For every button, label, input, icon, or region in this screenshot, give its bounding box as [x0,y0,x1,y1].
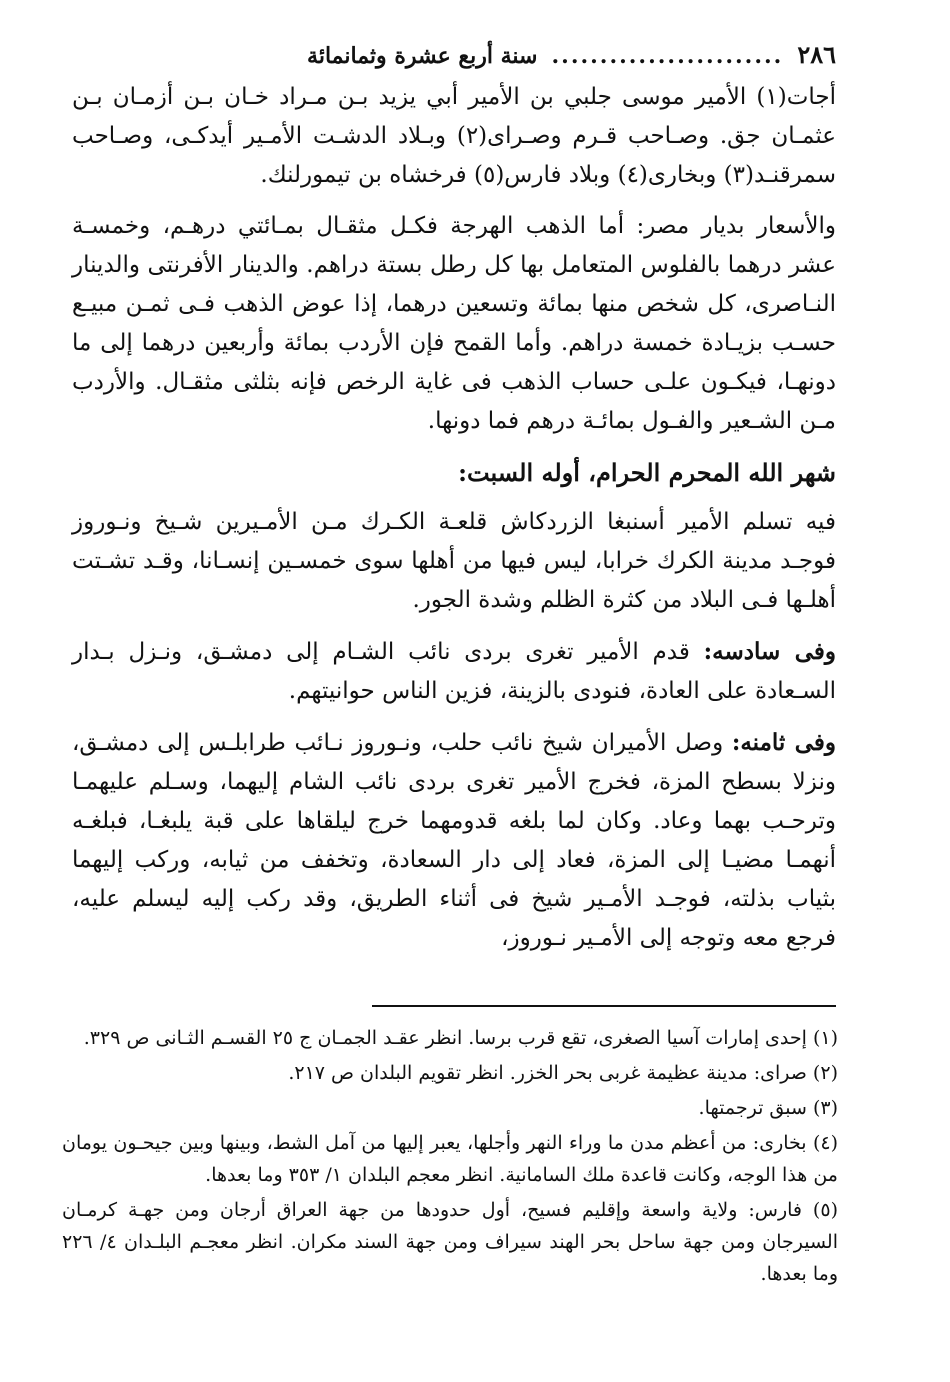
paragraph-prices [72,207,836,441]
paragraph-karak [72,503,836,620]
footnote-1: (١) إحدى إمارات آسيا الصغرى، تقع قرب برسا. انظر عقـد الجمـان ج ٢٥ القسـم الثـانى ص ٣٢٩. [83,1027,838,1049]
footnote-3: (٣) سبق ترجمتها. [698,1097,838,1119]
paragraph-text: وصل الأميران شيخ نائب حلب، ونـوروز نـائب طرابلـس إلى دمشـق، ونزلا بسطح المزة، فخرج الأمير تغرى بردى نائب الشام إليهما، وسـلم عليهمـا وترحـب بهما وعاد. وكان لما بلغه قدومهما خرج ليلقاها على قبة يلبغـا، فبلغـه أنهمـا مضيـا إلى المزة، فعاد إلى دار السعادة، وتخفف من ثيابه، وركب إليهما بثياب بذلته، فوجـد الأمـير شيخ فى أثناء الطريق، وقد ركب إليه ليسلم عليه، فرجع معه وتوجه إلى الأمـير نـوروز، [72,730,836,951]
paragraph-sixth [72,632,836,711]
page-number: ٢٨٦ [797,40,836,69]
footnote-5: (٥) فارس: ولاية واسعة وإقليم فسيح، أول حدودها من جهة العراق أرجان ومن جهـة كرمـان السيرجان ومن جهة ساحل بحر الهند سيراف ومن جهة السند مكران. انظر معجـم البلـدان ٤/ ٢٢٦ وما بعدها. [62,1199,838,1285]
paragraph-text: فيه تسلم الأمير أسنبغا الزردكاش قلعـة الكـرك مـن الأمـيرين شـيخ ونـوروز فوجـد مدينة الكرك خرابا، ليس فيها من أهلها سوى خمسـين إنسـانا، وقـد تشـتت أهلـها فـى البلاد من كثرة الظلم وشدة الجور. [72,509,836,613]
section-heading: شهر الله المحرم الحرام، أوله السبت: [458,458,836,487]
footnote-separator [372,1005,836,1007]
paragraph-text: قدم الأمير تغرى بردى نائب الشـام إلى دمشـق، ونـزل بـدار السـعادة على العادة، فنودى بالزينة، فزين الناس حوانيتهم. [72,639,836,704]
chapter-title: سنة أربع عشرة وثمانمائة [307,43,538,69]
paragraph-eighth [72,723,836,958]
page-body [72,40,836,970]
footnotes [62,1022,838,1293]
header-dots: ........................ [551,43,784,69]
paragraph-lead: وفى ثامنه: [731,729,836,756]
paragraph-rulers [72,78,836,195]
paragraph-lead: وفى سادسه: [703,638,836,665]
running-header [72,40,836,76]
paragraph-text: أجات(١) الأمير موسى جلبي بن الأمير أبي يزيد بـن مـراد خـان بـن أزمـان بـن عثمـان جق. وصـاحب قـرم وصـراى(٢) وبـلاد الدشـت الأمـير أيدكـى، وصـاحب سمرقنـد(٣) وبخارى(٤) وبلاد فارس(٥) فرخشاه بن تيمورلنك. [72,84,836,188]
paragraph-text: والأسعار بديار مصر: أما الذهب الهرجة فكـل مثقـال بمـائتي درهـم، وخمسـة عشر درهما بالفلوس المتعامل بها كل رطل بستة دراهم. والدينار الأفرنتى والدينار النـاصرى، كل شخص منها بمائة وتسعين درهما، إذا عوض الذهب فـى ثمـن مبيـع حسـب بزيـادة خمسة دراهم. وأما القمح فإن الأردب بمائة وأربعين درهما إلى ما دونهـا، فيكـون علـى حساب الذهب فى غاية الرخص فإنه بثلثى مثقـال. والأردب مـن الشـعير والفـول بمائـة درهم فما دونها. [72,213,836,434]
footnote-4: (٤) بخارى: من أعظم مدن ما وراء النهر وأجلها، يعبر إليها من آمل الشط، وبينها وبين جيحـون يومان من هذا الوجه، وكانت قاعدة ملك السامانية. انظر معجم البلدان ١/ ٣٥٣ وما بعدها. [62,1132,838,1186]
footnote-2: (٢) صراى: مدينة عظيمة غربى بحر الخزر. انظر تقويم البلدان ص ٢١٧. [288,1062,838,1084]
